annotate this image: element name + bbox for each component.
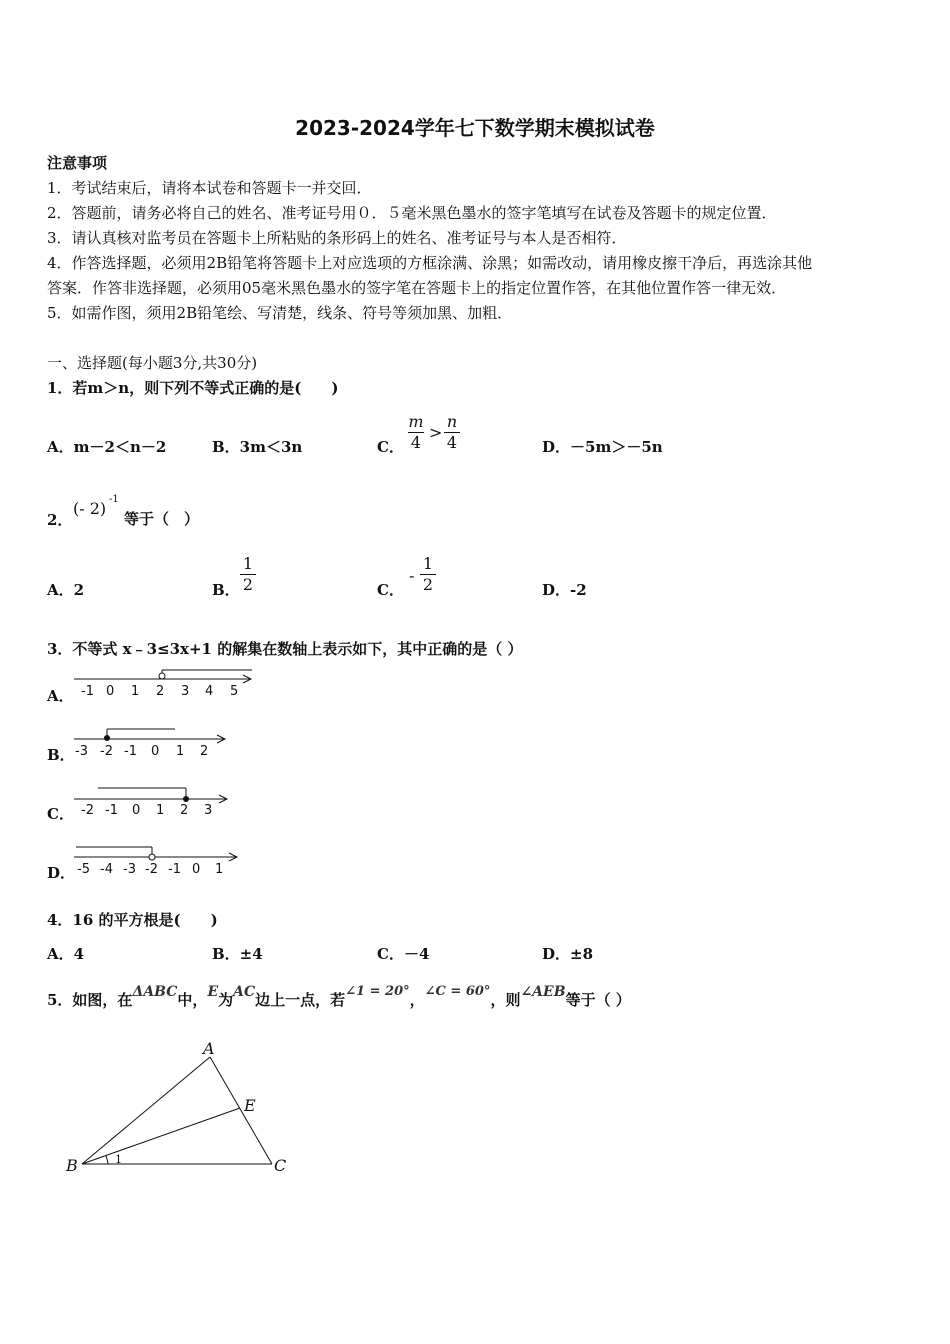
point-e-label: E (244, 1096, 256, 1115)
q5-text: 边上一点，若 (255, 991, 346, 1009)
q5-triangle-figure (60, 1035, 300, 1180)
tick-label: -1 (124, 744, 137, 759)
tick-label: 2 (200, 744, 209, 759)
q2-c-sign: - (409, 566, 415, 585)
section-heading: 一、选择题(每小题3分,共30分) (47, 354, 258, 372)
q3-stem: 3．不等式 x﹣3≤3x+1 的解集在数轴上表示如下，其中正确的是（ ） (47, 640, 523, 658)
q3-a-number-line (70, 666, 260, 698)
tick-label: 3 (181, 684, 190, 699)
q2-b-frac: 1 2 (240, 555, 256, 594)
tick-label: -3 (123, 862, 136, 877)
page-title: 2023-2024学年七下数学期末模拟试卷 (295, 116, 655, 140)
q1-option-a: A．m－2＜n－2 (47, 438, 167, 456)
q4-option-c: C．－4 (377, 945, 430, 963)
q5-math: ∠C = 60° (424, 984, 491, 999)
q1-option-b: B．3m＜3n (212, 438, 303, 456)
q3-option-b: B． (47, 746, 75, 764)
tick-label: 1 (176, 744, 185, 759)
q3-c-number-line (70, 785, 240, 817)
tick-label: 3 (204, 803, 213, 818)
q5-math: ΔABC (132, 984, 178, 1000)
notice-heading: 注意事项 (47, 154, 108, 172)
notice-item: 3．请认真核对监考员在答题卡上所粘贴的条形码上的姓名、准考证号与本人是否相符． (47, 229, 627, 247)
q2-option-d: D．-2 (542, 581, 587, 599)
vertex-c-label: C (274, 1156, 287, 1175)
notice-item: 2．答题前，请务必将自己的姓名、准考证号用０．５毫米黑色墨水的签字笔填写在试卷及答题卡的规定位置． (47, 204, 777, 222)
q2-option-a: A．2 (47, 581, 85, 599)
q2-exponent: -1 (109, 494, 119, 505)
q5-text: 为 (218, 991, 234, 1009)
tick-label: -5 (77, 862, 90, 877)
tick-label: 0 (151, 744, 160, 759)
q3-b-number-line (70, 726, 240, 758)
q5-math: ∠1 = 20° (345, 984, 410, 999)
q5-stem (47, 984, 631, 1010)
q1-c-frac-left: m 4 (408, 412, 424, 452)
tick-label: -2 (81, 803, 94, 818)
q5-text: ， (409, 991, 425, 1009)
tick-label: -4 (100, 862, 113, 877)
q3-d-number-line (70, 844, 250, 876)
q2-c-frac: 1 2 (420, 555, 436, 594)
q3-option-d: D． (47, 864, 76, 882)
q1-c-operator: > (429, 423, 443, 442)
tick-label: -2 (100, 744, 113, 759)
tick-label: 1 (215, 862, 224, 877)
q2-option-b: B． (212, 581, 240, 599)
q2-tail: 等于（ ） (124, 510, 200, 528)
tick-label: -3 (75, 744, 88, 759)
q1-c-frac-right: n 4 (444, 413, 460, 452)
tick-label: 4 (205, 684, 214, 699)
tick-label: 2 (156, 684, 165, 699)
q2-base: (- 2) (73, 499, 107, 518)
vertex-b-label: B (66, 1156, 78, 1175)
q4-option-a: A．4 (47, 945, 85, 963)
tick-label: 5 (230, 684, 239, 699)
vertex-a-label: A (203, 1039, 215, 1058)
q1-option-d: D．－5m＞－5n (542, 438, 663, 456)
notice-item: 答案．作答非选择题，必须用05毫米黑色墨水的签字笔在答题卡上的指定位置作答，在其他位置作答一律无效． (47, 279, 787, 297)
q5-text: 5．如图，在 (47, 991, 133, 1009)
q4-option-b: B．±4 (212, 945, 263, 963)
q5-text: 等于（ ） (565, 991, 631, 1009)
tick-label: -1 (81, 684, 94, 699)
q5-text: ，则 (490, 991, 521, 1009)
tick-label: -1 (105, 803, 118, 818)
notice-item: 4．作答选择题，必须用2B铅笔将答题卡上对应选项的方框涂满、涂黑；如需改动，请用橡皮擦干净后，再选涂其他 (47, 254, 813, 272)
q5-math: ∠AEB (520, 984, 566, 1000)
q3-option-a: A． (47, 687, 74, 705)
tick-label: 1 (131, 684, 140, 699)
tick-label: 0 (106, 684, 115, 699)
q5-math: E (207, 984, 219, 1000)
tick-label: 1 (156, 803, 165, 818)
q3-option-c: C． (47, 805, 74, 823)
q2-number: 2． (47, 511, 73, 529)
notice-item: 5．如需作图，须用2B铅笔绘、写清楚，线条、符号等须加黑、加粗． (47, 304, 513, 322)
q2-option-c: C． (377, 581, 404, 599)
q1-stem: 1．若m＞n，则下列不等式正确的是( ) (47, 379, 339, 397)
q1-option-c: C． (377, 438, 404, 456)
tick-label: 0 (132, 803, 141, 818)
q5-text: 中， (177, 991, 208, 1009)
tick-label: -2 (145, 862, 158, 877)
tick-label: -1 (168, 862, 181, 877)
notice-item: 1．考试结束后，请将本试卷和答题卡一并交回． (47, 179, 372, 197)
q4-option-d: D．±8 (542, 945, 594, 963)
tick-label: 0 (192, 862, 201, 877)
q4-stem: 4．16 的平方根是( ) (47, 911, 218, 929)
angle-1-label: 1 (115, 1153, 122, 1166)
q5-math: AC (233, 984, 256, 1000)
tick-label: 2 (180, 803, 189, 818)
